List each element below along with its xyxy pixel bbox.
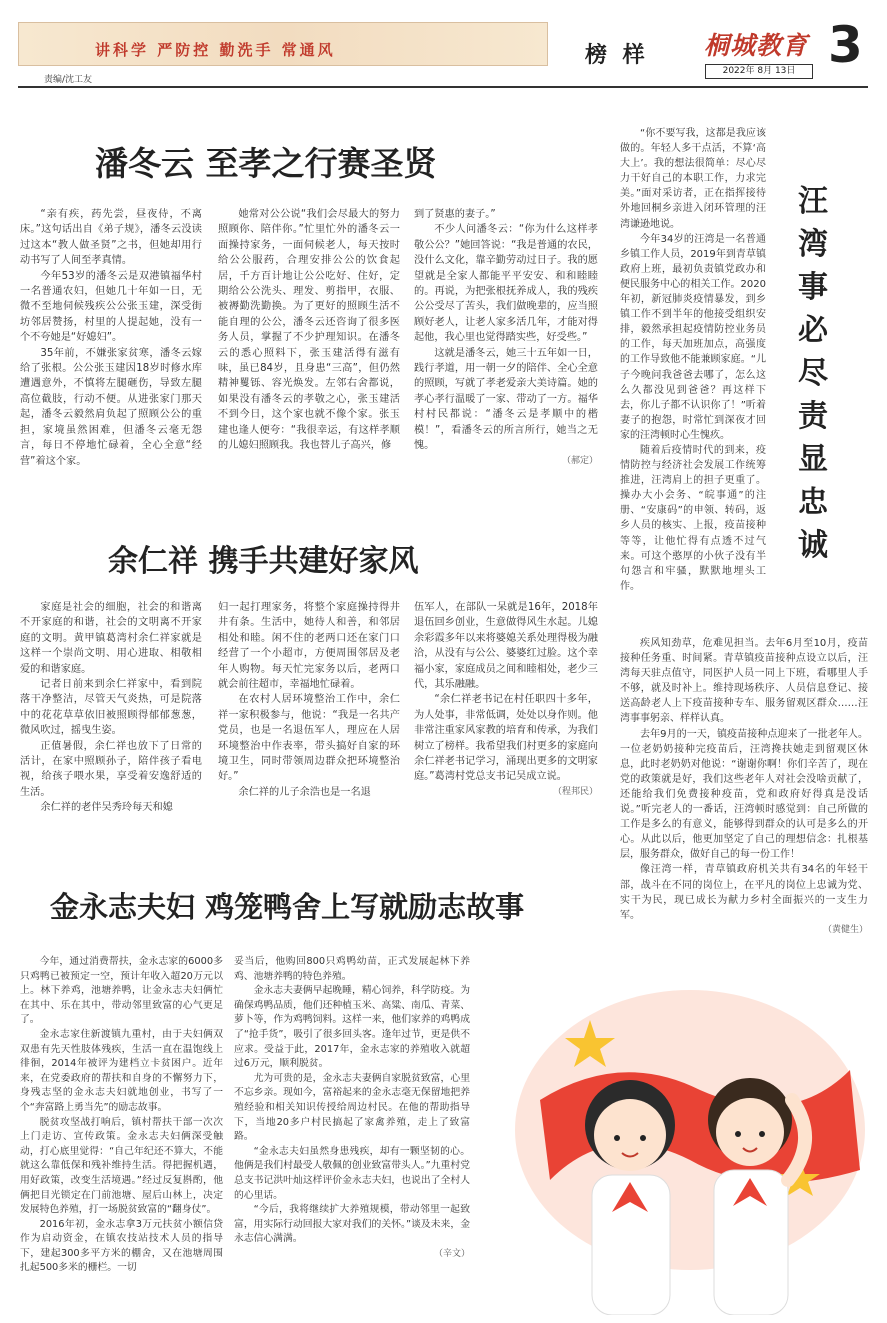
paragraph: 不少人问潘冬云：“你为什么这样孝敬公公？”她回答说：“我是普通的农民，没什么文化，靠辛勤劳动过日子。我的愿望就是全家人都能平平安安、和和睦睦的。再说，为把张根抚养成人，我的残疾公公受尽了苦头，我们做晚辈的，应当照顾好老人，让老人家多活几年，才能对得起他，我心里也觉得踏实些，好受些。” bbox=[414, 224, 598, 344]
article2-col2 bbox=[218, 600, 400, 800]
page-number: 3 bbox=[828, 16, 863, 74]
paragraph: 像汪湾一样，青草镇政府机关共有34名的年轻干部，战斗在不同的岗位上，在平凡的岗位上忠诚为党、实干为民，现已成长为献力乡村全面振兴的一支生力军。 bbox=[620, 864, 868, 921]
paragraph: 2016年初，金永志拿3万元扶贫小额信贷作为启动资金，在镇农技站技术人员的指导下，建起300多平方米的棚舍，又在池塘周围扎起500多米的栅栏。一切 bbox=[20, 1218, 223, 1274]
paragraph: 今年34岁的汪湾是一名普通乡镇工作人员，2019年到青草镇政府上班，最初负责镇党政办和便民服务中心的相关工作。2020年初，新冠肺炎疫情暴发，到乡镇工作不到半年的他接受组织安排，毅然承担起疫情防控业务员的工作，每天加班加点，高强度的工作导致他不能兼顾家庭。“儿子今晚问我爸爸去哪了，怎么这么久都没见到爸爸？再这样下去，你儿子都不认识你了！”听着妻子的抱怨，时常忙到深夜才回家的汪湾顿时心生愧疚。 bbox=[620, 233, 766, 441]
paragraph: 余仁祥的儿子余浩也是一名退 bbox=[238, 786, 371, 798]
paragraph: 正值暑假，余仁祥也放下了日常的活计，在家中照顾孙子，陪伴孩子看电视，给孩子喂水果，享受着安逸舒适的生活。 bbox=[20, 740, 202, 798]
paragraph: 她常对公公说“我们会尽最大的努力照顾你、陪伴你。”忙里忙外的潘冬云一面操持家务，一面伺候老人，每天按时给公公服药，合理安排公公的饮食起居，千方百计地让公公吃好、住好，定期给公公洗头、理发、剪指甲，衣服、被褥勤洗勤换。为了更好的照顾生活不能自理的公公，潘冬云还咨询了很多医务人员，掌握了不少护理知识。在潘冬云的悉心照料下，张玉建活得有滋有味，虽已84岁，且身患“三高”，但仍然精神矍铄、容光焕发。左邻右舍都说，如果没有潘冬云的孝敬之心，张玉建活不到今日，这个家也就不像个家。张玉建也逢人便夸：“我很幸运，有这样孝顺的儿媳妇照顾我。我也替儿子高兴，修 bbox=[218, 209, 400, 452]
banner-slogan: 讲科学 严防控 勤洗手 常通风 bbox=[95, 41, 336, 59]
paragraph: “你不要写我，这都是我应该做的。年轻人多干点活，不算‘高大上’。我的想法很简单：尽心尽力干好自己的本职工作，力求完美。”面对采访者，正在指挥接待外地回桐乡亲进入闭环管理的汪湾谦逊地说。 bbox=[620, 128, 766, 230]
section-label: 榜 样 bbox=[585, 42, 649, 68]
paragraph: 疾风知劲草，危难见担当。去年6月至10月，疫苗接种任务重、时间紧。青草镇疫苗接种点设立以后，汪湾每天驻点值守，同医护人员一同上下班，看哪里人手不够，就及时补上。维持现场秩序、人员信息登记、接送高龄老人上下疫苗接种专车、服务留观区群众……汪湾事事躬亲、样样认真。 bbox=[620, 638, 868, 725]
paragraph: 记者日前来到余仁祥家中，看到院落干净整洁，尽管天气炎热，可是院落中的花花草草依旧被照顾得郁郁葱葱，微风吹过，摇曳生姿。 bbox=[20, 679, 202, 737]
article1-col1 bbox=[20, 207, 202, 469]
article3-col1 bbox=[20, 955, 223, 1276]
paragraph: 随着后疫情时代的到来，疫情防控与经济社会发展工作统筹推进，汪湾肩上的担子更重了。操办大小会务、“皖事通”的注册、“安康码”的申领、转码，返乡人员的核实、上报，疫苗接种等等，让他忙得有点透不过气来。可这个憨厚的小伙子没有半句怨言和牢骚，默默地埋头工作。 bbox=[620, 444, 766, 592]
article1-col2 bbox=[218, 207, 400, 454]
article1-title: 潘冬云 至孝之行赛圣贤 bbox=[95, 144, 437, 183]
paragraph: “金永志夫妇虽然身患残疾，却有一颗坚韧的心。他俩是我们村最受人敬佩的创业致富带头人。”九重村党总支书记洪叶灿这样评价金永志夫妇，也说出了全村人的心里话。 bbox=[234, 1145, 470, 1201]
paragraph: 到了贤惠的妻子。” bbox=[414, 209, 496, 220]
article2-title: 余仁祥 携手共建好家风 bbox=[108, 544, 419, 579]
children-saluting-illustration bbox=[500, 950, 870, 1315]
paragraph: 在农村人居环境整治工作中，余仁祥一家积极参与，他说：“我是一名共产党员，也是一名退伍军人，理应在人居环境整治中作表率，带头搞好自家的环境卫生，同时带领周边群众把环境整治好。” bbox=[218, 694, 400, 783]
article4-bottom-text bbox=[620, 636, 868, 938]
article1-byline: （郝定） bbox=[561, 455, 598, 466]
article4-title: 汪湾 事必尽责显忠诚 bbox=[798, 184, 828, 563]
paragraph: 妇一起打理家务，将整个家庭操持得井井有条。生活中，她待人和善，和邻居相处和睦。闲不住的老两口还在家门口经营了一个小超市，方便周围邻居及老年人购物。每天忙完家务以后，老两口就会前往超市，幸福地忙碌着。 bbox=[218, 602, 400, 691]
paragraph: 今年，通过消费帮扶，金永志家的6000多只鸡鸭已被预定一空，预计年收入超20万元以上。林下养鸡，池塘养鸭，让金永志夫妇俩忙在其中、乐在其中，带动邻里致富的心气更足了。 bbox=[20, 956, 223, 1026]
article3-col2 bbox=[234, 955, 470, 1261]
paragraph: 脱贫攻坚战打响后，镇村帮扶干部一次次上门走访、宣传政策。金永志夫妇俩深受触动，打心底里觉得：“自己年纪还不算大，不能就这么靠低保和残补维持生活。得把握机遇，用好政策，改变生活境遇。”经过反复斟酌，他俩把目光锁定在门前池塘、屋后山林上，决定发展特色养殖，打一场脱贫致富的“翻身仗”。 bbox=[20, 1116, 223, 1216]
editor-credit: 责编/沈工友 bbox=[44, 75, 93, 85]
article4-top-text bbox=[620, 126, 766, 594]
paragraph: 这就是潘冬云，她三十五年如一日，践行孝道，用一朝一夕的陪伴、全心全意的照顾，写就了孝老爱亲大美诗篇。她的孝心孝行温暖了一家、带动了一方。福华村村民都说：“潘冬云是孝顺中的楷模！”，看潘冬云的所言所行，她当之无愧。 bbox=[414, 347, 598, 452]
article2-byline: （程邦民） bbox=[552, 786, 598, 797]
article1-col3 bbox=[414, 207, 598, 469]
paragraph: 35年前，不嫌张家贫寒，潘冬云嫁给了张根。公公张玉建因18岁时修水库遭遇意外，不慎将左腿砸伤，导致左腿高位截肢，行动不便。从进张家门那天起，潘冬云毅然肩负起了照顾公公的重担，家境虽然困难，但潘冬云毫无怨言，每日不停地忙碌着，全心全意“经营”着这个家。 bbox=[20, 347, 202, 467]
paragraph: 金永志夫妻俩早起晚睡，精心饲养，科学防疫。为确保鸡鸭品质，他们还种植玉米、高粱、南瓜、青菜、萝卜等，作为鸡鸭饲料。这样一来，他们家养的鸡鸭成了“抢手货”，吸引了很多回头客。逢年过节，更是供不应求。受益于此，2017年，金永志家的养殖收入就超过6万元，顺利脱贫。 bbox=[234, 985, 470, 1070]
article3-title: 金永志夫妇 鸡笼鸭舍上写就励志故事 bbox=[50, 890, 525, 924]
paragraph: 去年9月的一天，镇疫苗接种点迎来了一批老年人。一位老奶奶接种完疫苗后，汪湾搀扶她走到留观区休息，此时老奶奶对他说：“谢谢你啊！你们辛苦了，现在党的政策就是好，我们这些老年人对社会没啥贡献了，还能给我们免费接种疫苗，党和政府好得真是没话说。”听完老人的一番话，汪湾顿时感觉到：自己所做的工作是多么的有意义，能够得到群众的认可是多么的开心。从此以后，他更加坚定了自己的理想信念：扎根基层，服务群众，做好自己的每一份工作！ bbox=[620, 728, 868, 861]
article2-col1 bbox=[20, 600, 202, 816]
article2-col3 bbox=[414, 600, 598, 800]
paragraph: 家庭是社会的细胞，社会的和谐离不开家庭的和谐，社会的文明离不开家庭的文明。黄甲镇葛湾村余仁祥家就是这样一个崇尚文明、用心进取、相敬相爱的和谐家庭。 bbox=[20, 602, 202, 675]
paragraph: 余仁祥的老伴吴秀玲每天和媳 bbox=[40, 802, 173, 814]
article4-byline: （黄健生） bbox=[822, 924, 868, 935]
header-rule bbox=[18, 86, 868, 88]
illustration-svg bbox=[500, 950, 870, 1315]
paragraph: “今后，我将继续扩大养殖规模，带动邻里一起致富，用实际行动回报大家对我们的关怀。”谈及未来，金永志信心满满。 bbox=[234, 1204, 470, 1245]
masthead: 桐城教育 bbox=[704, 31, 809, 60]
paragraph: 伍军人，在部队一呆就是16年，2018年退伍回乡创业，生意做得风生水起。儿媳余彩霞多年以来将婆媳关系处理得极为融洽，从没有与公公、婆婆红过脸。这个幸福小家，家庭成员之间和睦相处，老少三代，其乐融融。 bbox=[414, 602, 598, 691]
paragraph: “余仁祥老书记在村任职四十多年，为人处事，非常低调，处处以身作则。他非常注重家风家教的培育和传承，为我们树立了榜样。我希望我们村更多的家庭向余仁祥老书记学习，涌现出更多的文明家庭。”葛湾村党总支书记吴成立说。 bbox=[414, 694, 598, 783]
paragraph: 金永志家住新渡镇九重村，由于夫妇俩双双患有先天性肢体残疾，生活一直在温饱线上徘徊，2014年被评为建档立卡贫困户。近年来，在党委政府的帮扶和自身的不懈努力下，身残志坚的金永志夫妇就地创业，书写了一个“奔富路上勇当先”的励志故事。 bbox=[20, 1028, 223, 1113]
paragraph: 尤为可贵的是，金永志夫妻俩自家脱贫致富，心里不忘乡亲。现如今，富裕起来的金永志毫无保留地把养殖经验和相关知识传授给周边村民。在他的帮助指导下，当地20多户村民搞起了家禽养殖，走上了致富路。 bbox=[234, 1072, 470, 1143]
paragraph: 妥当后，他购回800只鸡鸭幼苗，正式发展起林下养鸡、池塘养鸭的特色养殖。 bbox=[234, 956, 470, 982]
paragraph: 今年53岁的潘冬云是双港镇福华村一名普通农妇，但她几十年如一日，无微不至地伺候残疾公公张玉建，深受街坊邻居赞扬，村里的人提起她，没有一个不夸她是“好媳妇”。 bbox=[20, 270, 202, 344]
article3-byline: （辛文） bbox=[433, 1248, 470, 1259]
issue-date: 2022年 8月 13日 bbox=[705, 64, 813, 79]
paragraph: “亲有疾，药先尝，昼夜侍，不离床。”这句话出自《弟子规》，潘冬云没读过这本“教人做圣贤”之书，但她却用行动书写了人间至孝真情。 bbox=[20, 209, 202, 267]
